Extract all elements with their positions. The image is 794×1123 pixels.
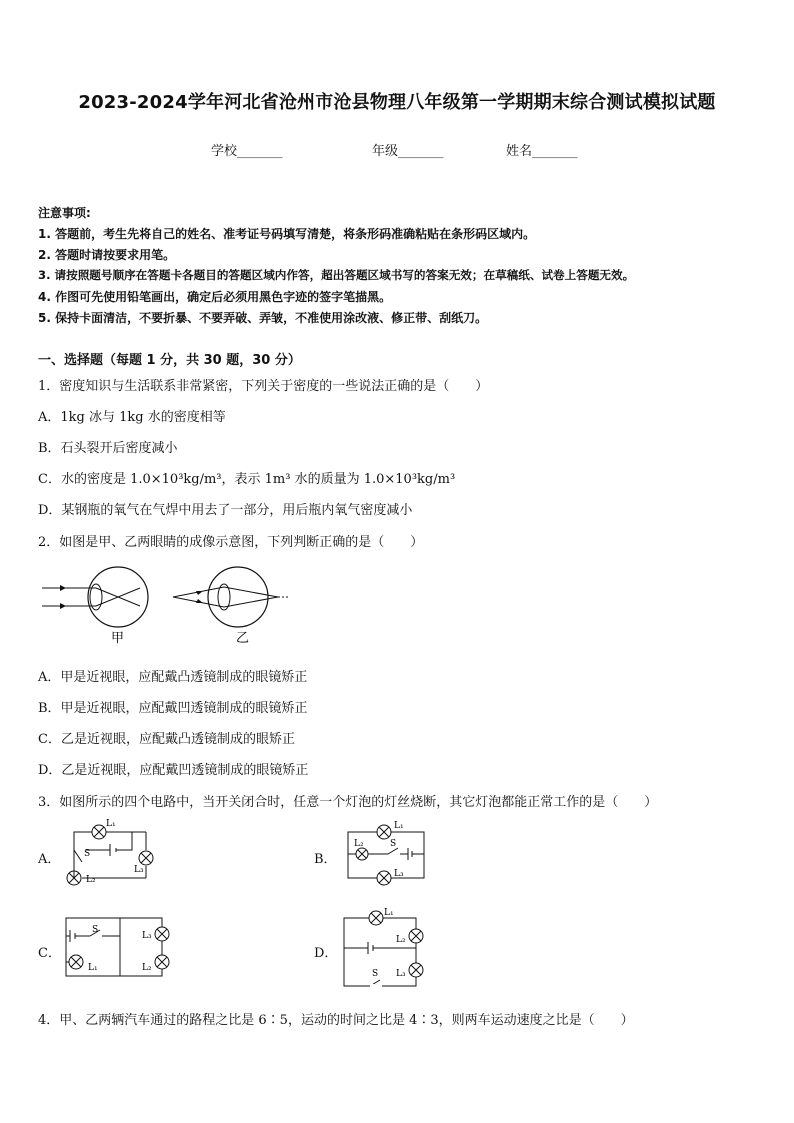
eye-jia-label: 甲 [111,631,125,646]
note-item: 4. 作图可先使用铅笔画出，确定后必须用黑色字迹的签字笔描黑。 [38,290,392,304]
question-3-option-a: A． [38,852,61,867]
eye-diagram [38,562,298,652]
note-item: 1. 答题前，考生先将自己的姓名、准考证号码填写清楚，将条形码准确粘贴在条形码区域内。 [38,227,536,241]
lamp-label: L₂ [142,963,152,973]
lamp-label: L₁ [106,819,116,829]
question-4-stem: 4．甲、乙两辆汽车通过的路程之比是 6∶5，运动的时间之比是 4∶3，则两车运动速度之比是（ ） [38,1013,634,1028]
lamp-label: L₁ [394,821,404,831]
lamp-label: L₃ [134,865,144,875]
question-3-stem: 3．如图所示的四个电路中，当开关闭合时，任意一个灯泡的灯丝烧断，其它灯泡都能正常工作的是（ ） [38,795,658,810]
lamp-label: L₁ [88,963,98,973]
question-2-option-d: D．乙是近视眼，应配戴凹透镜制成的眼镜矫正 [38,763,309,778]
question-1-option-b: B．石头裂开后密度减小 [38,441,178,456]
question-2-option-c: C．乙是近视眼，应配戴凸透镜制成的眼矫正 [38,732,295,747]
eye-yi-label: 乙 [236,631,250,646]
question-3-option-d: D． [314,946,338,961]
lamp-label: L₃ [394,869,404,879]
eye-yi-figure [173,567,288,627]
switch-label: S [390,839,397,849]
grade-field: 年级_______ [372,144,444,159]
circuit-a-diagram [62,820,162,890]
question-2-option-a: A．甲是近视眼，应配戴凸透镜制成的眼镜矫正 [38,670,308,685]
note-item: 3. 请按照题号顺序在答题卡各题目的答题区域内作答，超出答题区域书写的答案无效；在草稿纸、试卷上答题无效。 [38,268,635,282]
page-title: 2023-2024学年河北省沧州市沧县物理八年级第一学期期末综合测试模拟试题 [78,92,716,113]
lamp-label: L₁ [384,908,394,918]
question-1-option-d: D．某钢瓶的氧气在气焊中用去了一部分，用后瓶内氧气密度减小 [38,503,413,518]
question-1-stem: 1．密度知识与生活联系非常紧密，下列关于密度的一些说法正确的是（ ） [38,379,489,394]
lamp-label: L₃ [142,931,152,941]
section-heading: 一、选择题（每题 1 分，共 30 题，30 分） [38,353,301,368]
switch-label: S [84,849,91,859]
question-2-option-b: B．甲是近视眼，应配戴凹透镜制成的眼镜矫正 [38,701,308,716]
note-item: 5. 保持卡面清洁，不要折暴、不要弄破、弄皱，不准使用涂改液、修正带、刮纸刀。 [38,311,488,325]
switch-label: S [372,969,379,979]
question-2-stem: 2．如图是甲、乙两眼睛的成像示意图，下列判断正确的是（ ） [38,535,424,550]
question-1-option-c: C．水的密度是 1.0×10³kg/m³，表示 1m³ 水的质量为 1.0×10³kg/m³ [38,472,456,487]
question-3-option-b: B． [314,852,337,867]
name-field: 姓名_______ [506,144,578,159]
circuit-b-diagram [344,820,434,890]
switch-label: S [92,925,99,935]
eye-jia-figure [42,567,148,627]
school-field: 学校_______ [211,144,283,159]
lamp-label: L₃ [396,969,406,979]
note-item: 2. 答题时请按要求用笔。 [38,248,176,262]
question-3-option-c: C． [38,946,61,961]
question-1-option-a: A．1kg 冰与 1kg 水的密度相等 [38,410,226,425]
lamp-label: L₂ [396,935,406,945]
notes-heading: 注意事项: [38,206,91,220]
lamp-label: L₂ [86,875,96,885]
circuit-d-diagram [340,908,430,992]
circuit-c-diagram [62,912,177,982]
lamp-label: L₂ [354,839,364,849]
